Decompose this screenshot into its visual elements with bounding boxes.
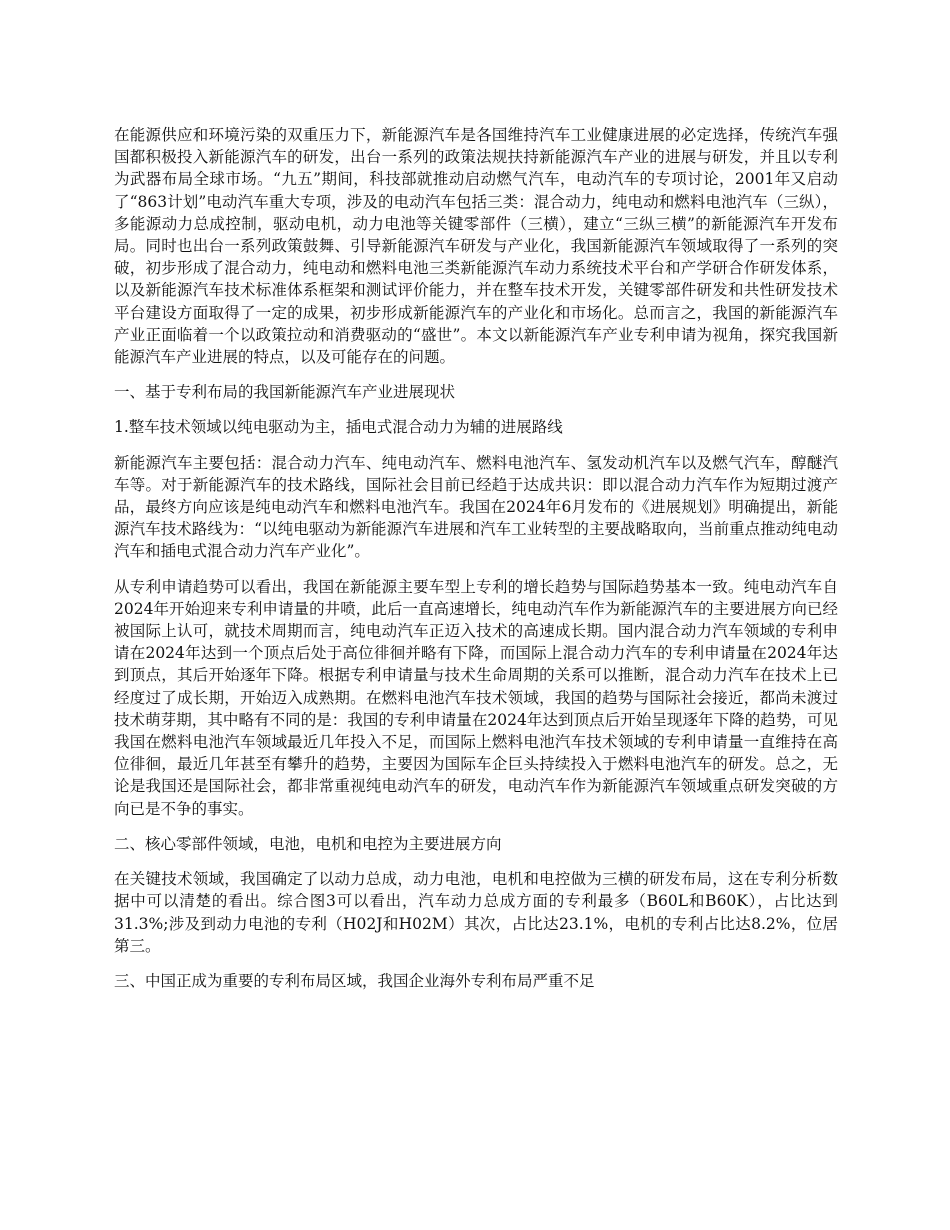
paragraph-1: 新能源汽车主要包括：混合动力汽车、纯电动汽车、燃料电池汽车、氢发动机汽车以及燃气汽车，醇醚汽车等。对于新能源汽车的技术路线，国际社会目前已经趋于达成共识：即以混合动力汽车作为短期过渡产品，最终方向应该是纯电动汽车和燃料电池汽车。我国在2024年6月发布的《进展规划》明确提出，新能源汽车技术路线为：“以纯电驱动为新能源汽车进展和汽车工业转型的主要战略取向，当前重点推动纯电动汽车和插电式混合动力汽车产业化”。 [114,453,838,561]
subsection-1-heading: 1.整车技术领域以纯电驱动为主，插电式混合动力为辅的进展路线 [114,418,563,437]
intro-paragraph: 在能源供应和环境污染的双重压力下，新能源汽车是各国维持汽车工业健康进展的必定选择，传统汽车强国都积极投入新能源汽车的研发，出台一系列的政策法规扶持新能源汽车产业的进展与研发，并且以专利为武器布局全球市场。“九五”期间，科技部就推动启动燃气汽车，电动汽车的专项讨论，2001年又启动了“863计划”电动汽车重大专项，涉及的电动汽车包括三类：混合动力，纯电动和燃料电池汽车（三纵），多能源动力总成控制，驱动电机，动力电池等关键零部件（三横），建立“三纵三横”的新能源汽车开发布局。同时也出台一系列政策鼓舞、引导新能源汽车研发与产业化，我国新能源汽车领域取得了一系列的突破，初步形成了混合动力，纯电动和燃料电池三类新能源汽车动力系统技术平台和产学研合作研发体系，以及新能源汽车技术标准体系框架和测试评价能力，并在整车技术开发，关键零部件研发和共性研发技术平台建设方面取得了一定的成果，初步形成新能源汽车的产业化和市场化。总而言之，我国的新能源汽车产业正面临着一个以政策拉动和消费驱动的“盛世”。本文以新能源汽车产业专利申请为视角，探究我国新能源汽车产业进展的特点，以及可能存在的问题。 [114,126,838,367]
section-2-heading: 二、核心零部件领域，电池，电机和电控为主要进展方向 [114,834,502,853]
section-3-heading: 三、中国正成为重要的专利布局区域，我国企业海外专利布局严重不足 [114,971,595,990]
paragraph-2: 从专利申请趋势可以看出，我国在新能源主要车型上专利的增长趋势与国际趋势基本一致。纯电动汽车自2024年开始迎来专利申请量的井喷，此后一直高速增长，纯电动汽车作为新能源汽车的主要进展方向已经被国际上认可，就技术周期而言，纯电动汽车正迈入技术的高速成长期。国内混合动力汽车领域的专利申请在2024年达到一个顶点后处于高位徘徊并略有下降，而国际上混合动力汽车的专利申请量在2024年达到顶点，其后开始逐年下降。根据专利申请量与技术生命周期的关系可以推断，混合动力汽车在技术上已经度过了成长期，开始迈入成熟期。在燃料电池汽车技术领域，我国的趋势与国际社会接近，都尚未渡过技术萌芽期，其中略有不同的是：我国的专利申请量在2024年达到顶点后开始呈现逐年下降的趋势，可见我国在燃料电池汽车领域最近几年投入不足，而国际上燃料电池汽车技术领域的专利申请量一直维持在高位徘徊，最近几年甚至有攀升的趋势，主要因为国际车企巨头持续投入于燃料电池汽车的研发。总之，无论是我国还是国际社会，都非常重视纯电动汽车的研发，电动汽车作为新能源汽车领域重点研发突破的方向已是不争的事实。 [114,577,838,818]
section-1-heading: 一、基于专利布局的我国新能源汽车产业进展现状 [114,383,456,402]
document-body [114,124,838,1005]
paragraph-3: 在关键技术领域，我国确定了以动力总成，动力电池，电机和电控做为三横的研发布局，这在专利分析数据中可以清楚的看出。综合图3可以看出，汽车动力总成方面的专利最多（B60L和B60K），占比达到31.3%;涉及到动力电池的专利（H02J和H02M）其次，占比达23.1%，电机的专利占比达8.2%，位居第三。 [114,870,838,955]
